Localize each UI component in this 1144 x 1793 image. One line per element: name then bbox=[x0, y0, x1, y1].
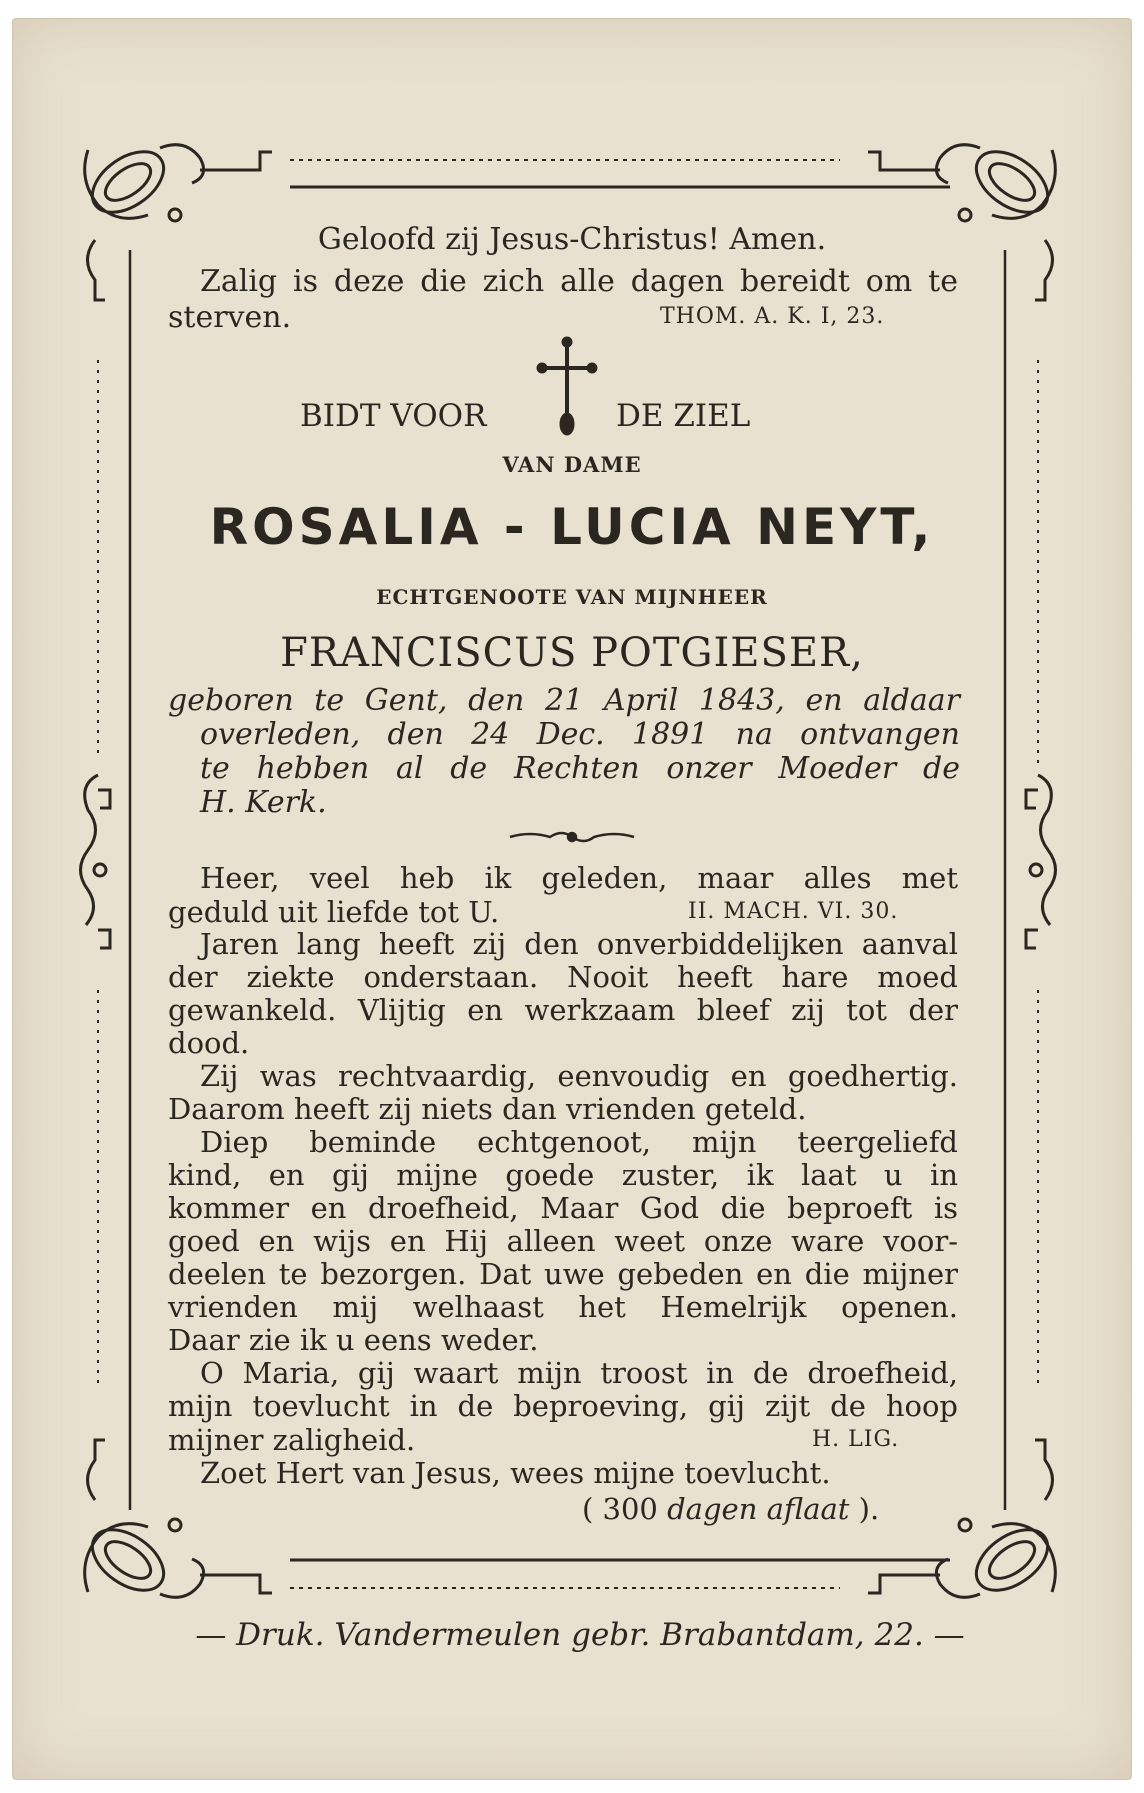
bio-line-1: geboren te Gent, den 21 April 1843, en aldaar bbox=[168, 683, 960, 718]
para3-line-6: vrienden mij welhaast het Hemelrijk openen. bbox=[168, 1290, 958, 1324]
para4-line-1: O Maria, gij waart mijn troost in de droefheid, bbox=[200, 1356, 958, 1390]
para3-line-3: kommer en droefheid, Maar God die beproeft is bbox=[168, 1191, 958, 1225]
closing-line: Zoet Hert van Jesus, wees mijne toevlucht. bbox=[200, 1456, 831, 1490]
quote-line-1: Zalig is deze die zich alle dagen bereidt om te bbox=[200, 264, 958, 299]
para2-line-1: Zij was rechtvaardig, eenvoudig en goedhertig. bbox=[200, 1059, 958, 1093]
van-dame: VAN DAME bbox=[502, 452, 642, 477]
para3-line-7: Daar zie ik u eens weder. bbox=[168, 1323, 539, 1357]
para1-line-1: Jaren lang heeft zij den onverbiddelijken aanval bbox=[200, 927, 958, 961]
para3-line-4: goed en wijs en Hij alleen weet onze ware voor- bbox=[168, 1224, 958, 1258]
indulgence-note bbox=[582, 1492, 879, 1526]
bio-line-4: H. Kerk. bbox=[200, 785, 327, 820]
pray-for-left: BIDT VOOR bbox=[300, 398, 487, 434]
bio-line-3: te hebben al de Rechten onzer Moeder de bbox=[200, 751, 960, 786]
para4-reference: H. LIG. bbox=[812, 1427, 900, 1452]
side-ornament-right bbox=[1026, 775, 1056, 948]
para4-line-3: mijner zaligheid. bbox=[168, 1423, 416, 1457]
side-ornament-left bbox=[81, 775, 111, 948]
praise-line: Geloofd zij Jesus-Christus! Amen. bbox=[317, 222, 827, 257]
para1-line-2: der ziekte onderstaan. Nooit heeft hare moed bbox=[168, 960, 958, 994]
prayer-reference: II. MACH. VI. 30. bbox=[688, 899, 899, 924]
spouse-intro: ECHTGENOOTE VAN MIJNHEER bbox=[376, 585, 768, 609]
quote-reference: THOM. A. K. I, 23. bbox=[660, 304, 885, 329]
quote-line-2: sterven. bbox=[168, 300, 292, 335]
indulgence-open: ( 300 bbox=[582, 1492, 658, 1526]
bio-line-2: overleden, den 24 Dec. 1891 na ontvangen bbox=[200, 717, 960, 752]
indulgence-italic: dagen aflaat bbox=[667, 1492, 850, 1526]
para3-line-5: deelen te bezorgen. Dat uwe gebeden en die mijner bbox=[168, 1257, 958, 1291]
spouse-name: FRANCISCUS POTGIESER, bbox=[280, 630, 864, 676]
para1-line-4: dood. bbox=[168, 1026, 250, 1060]
prayer-line-2: geduld uit liefde tot U. bbox=[168, 895, 500, 929]
para3-line-2: kind, en gij mijne goede zuster, ik laat u in bbox=[168, 1158, 958, 1192]
para1-line-3: gewankeld. Vlijtig en werkzaam bleef zij tot der bbox=[168, 993, 958, 1027]
deceased-name: ROSALIA - LUCIA NEYT, bbox=[209, 498, 935, 556]
para2-line-2: Daarom heeft zij niets dan vrienden geteld. bbox=[168, 1092, 807, 1126]
pray-for-right: DE ZIEL bbox=[616, 398, 751, 434]
flourish-divider bbox=[510, 833, 634, 841]
para3-line-1: Diep beminde echtgenoot, mijn teergeliefd bbox=[200, 1125, 958, 1159]
prayer-line-1: Heer, veel heb ik geleden, maar alles met bbox=[200, 861, 958, 895]
corner-ornament-bottom-right bbox=[868, 1440, 1059, 1603]
cross-icon bbox=[537, 337, 597, 435]
printer-line: — Druk. Vandermeulen gebr. Brabantdam, 22. — bbox=[195, 1617, 965, 1653]
indulgence-close: ). bbox=[858, 1492, 880, 1526]
para4-line-2: mijn toevlucht in de beproeving, gij zijt de hoop bbox=[168, 1389, 958, 1423]
